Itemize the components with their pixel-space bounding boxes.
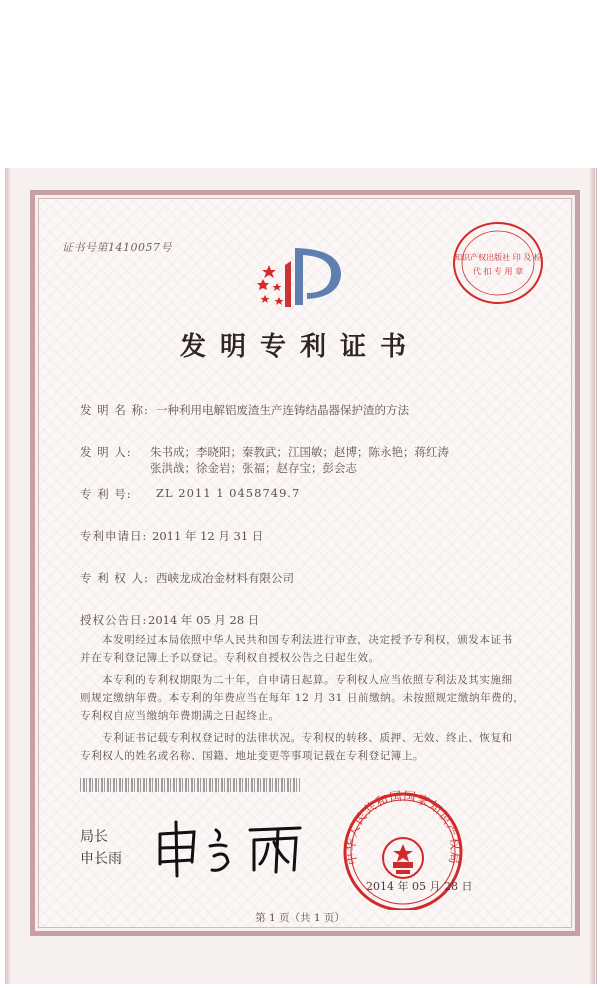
invention-name-value: 一种利用电解铝废渣生产连铸结晶器保护渣的方法: [156, 403, 409, 417]
inventors-line-2: 张洪战；徐金岩；张福；赵存宝；彭会志: [150, 461, 357, 475]
sheet-edge-left: [5, 168, 11, 984]
certificate-number: 证书号第1410057号: [62, 241, 172, 254]
page-footer: 第 1 页（共 1 页）: [255, 912, 345, 924]
national-emblem-icon: [383, 838, 423, 878]
invention-name-label: 发 明 名 称:: [80, 403, 149, 417]
filing-date-value: 2011 年 12 月 31 日: [152, 529, 264, 543]
body-paragraph-3-line-1: 专利证书记载专利权登记时的法律状况。专利权的转移、质押、无效、终止、恢复和: [102, 732, 513, 744]
patent-number-label: 专 利 号:: [80, 487, 132, 501]
signer-name: 申长雨: [80, 851, 122, 867]
announce-date-value: 2014 年 05 月 28 日: [148, 613, 260, 627]
corner-stamp-subtext: 代 扣 专 用 章: [472, 267, 524, 276]
sheet-edge-right: [589, 168, 595, 984]
announce-date-label: 授权公告日:: [80, 613, 148, 627]
body-paragraph-2-line-1: 本专利的专利权期限为二十年，自申请日起算。专利权人应当依照专利法及其实施细: [102, 674, 513, 686]
certificate-title: 发明专利证书: [179, 332, 420, 362]
seal-outer-text: 中华人民共和国国家知识产权局: [343, 788, 463, 867]
body-paragraph-2-line-3: 专利权自应当缴纳年费期满之日起终止。: [80, 710, 280, 722]
body-paragraph-2-line-2: 则规定缴纳年费。本专利的年费应当在每年 12 月 31 日前缴纳。未按照规定缴纳年费的，: [80, 692, 525, 704]
corner-stamp-text: 知识产权出版社 印 及 检: [454, 253, 542, 262]
inventor-label: 发 明 人:: [80, 445, 132, 459]
barcode: [80, 778, 300, 792]
inventors-line-1: 朱书成；李晓阳；秦教武；江国敏；赵博；陈永艳；蒋红涛: [150, 445, 449, 459]
body-paragraph-3-line-2: 专利权人的姓名或名称、国籍、地址变更等事项记载在专利登记簿上。: [80, 750, 425, 762]
patentee-value: 西峡龙成冶金材料有限公司: [156, 571, 294, 585]
handwritten-signature: [150, 812, 310, 882]
body-paragraph-1-line-1: 本发明经过本局依照中华人民共和国专利法进行审查，决定授予专利权，颁发本证书: [102, 634, 513, 646]
filing-date-label: 专利申请日:: [80, 529, 148, 543]
seal-date: 2014 年 05 月 28 日: [366, 880, 473, 893]
signer-title: 局长: [80, 829, 108, 845]
body-paragraph-1-line-2: 并在专利登记簿上予以登记。专利权自授权公告之日起生效。: [80, 652, 380, 664]
corner-stamp: [448, 218, 548, 308]
patent-number-value: ZL 2011 1 0458749.7: [156, 486, 301, 500]
patentee-label: 专 利 权 人:: [80, 571, 149, 585]
patent-office-logo-icon: [255, 243, 345, 313]
